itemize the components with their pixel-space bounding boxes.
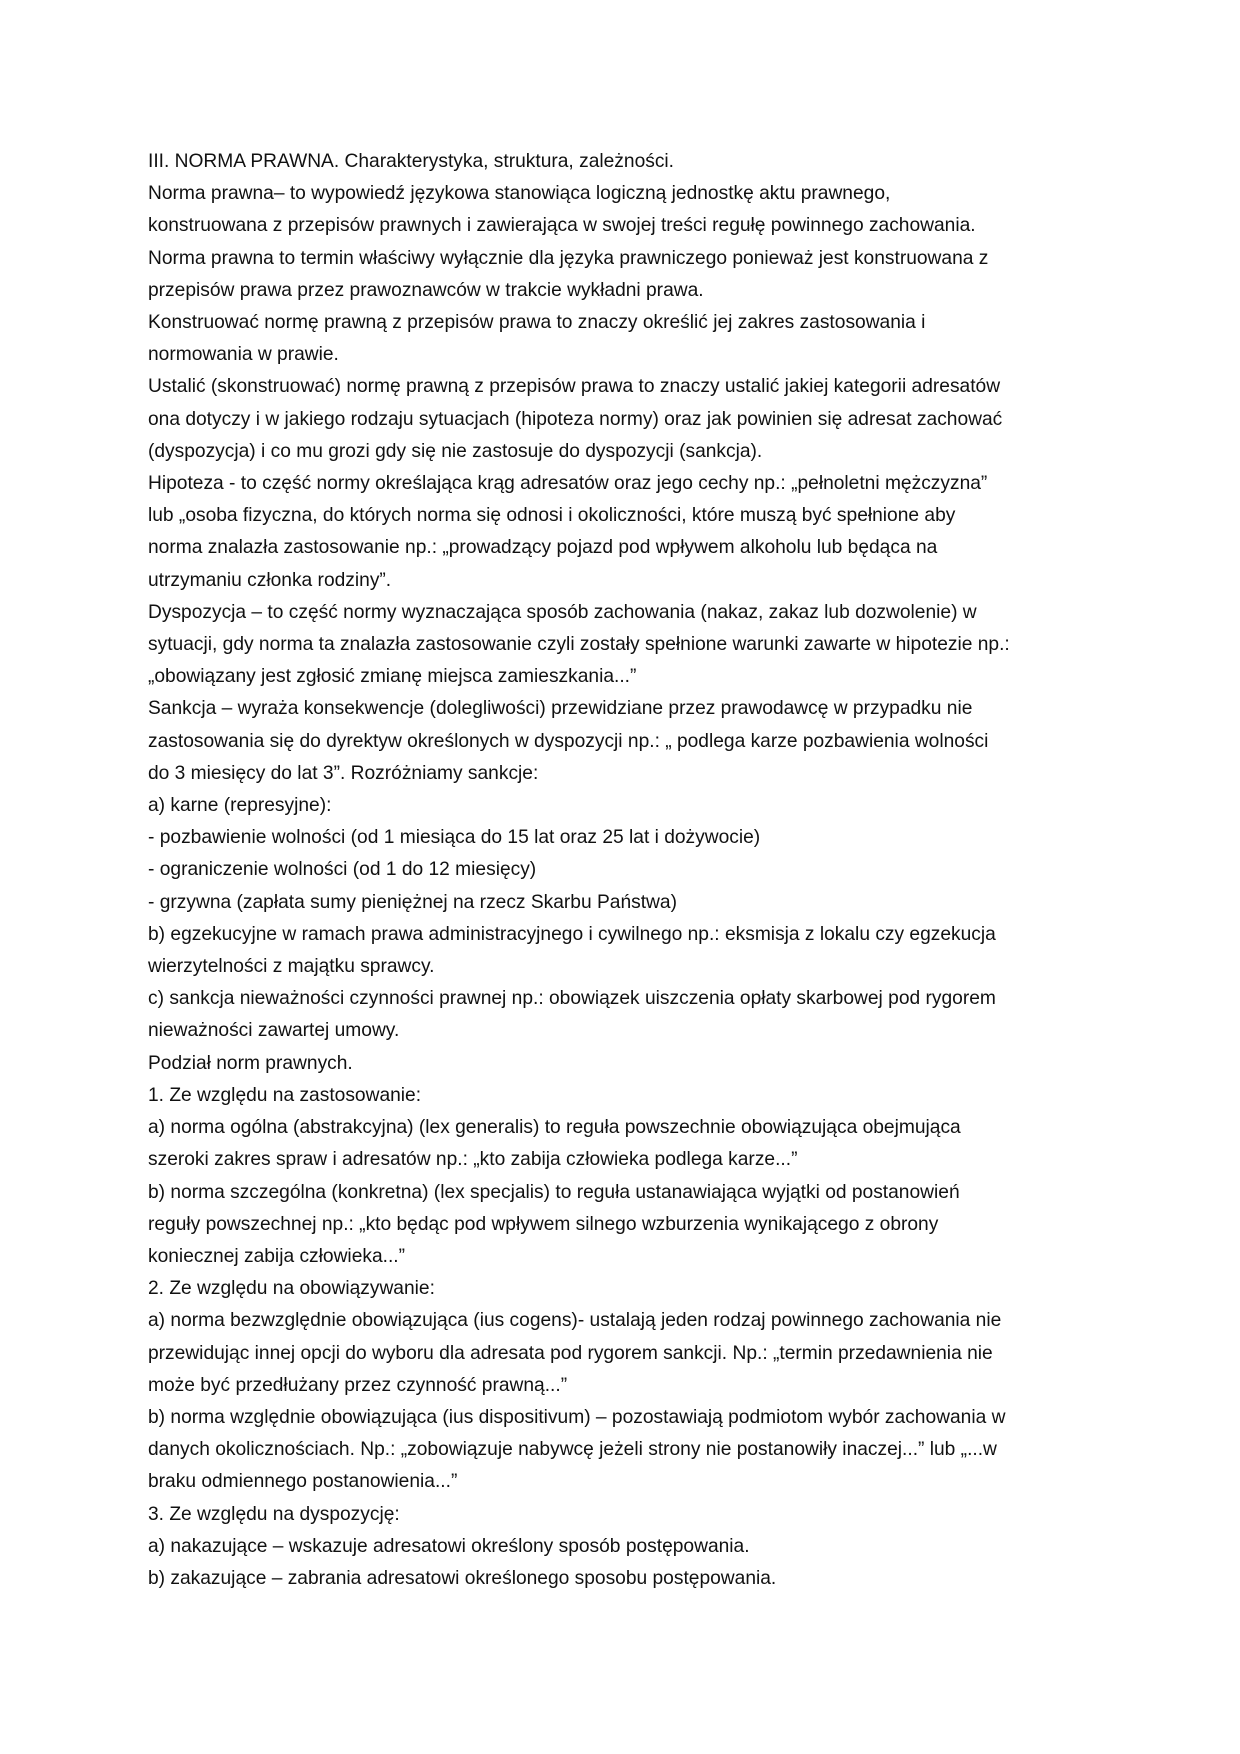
text-line: może być przedłużany przez czynność prawną...” — [148, 1374, 568, 1396]
text-line: b) egzekucyjne w ramach prawa administracyjnego i cywilnego np.: eksmisja z lokalu czy egzekucja — [148, 923, 996, 945]
section-heading: Podział norm prawnych. — [148, 1052, 353, 1074]
text-line: b) norma względnie obowiązująca (ius dispositivum) – pozostawiają podmiotom wybór zachowania w — [148, 1406, 1006, 1428]
text-line: a) norma bezwzględnie obowiązująca (ius cogens)- ustalają jeden rodzaj powinnego zachowania nie — [148, 1310, 1002, 1332]
text-line: utrzymaniu członka rodziny”. — [148, 569, 392, 591]
text-line: „obowiązany jest zgłosić zmianę miejsca zamieszkania...” — [148, 666, 637, 688]
text-line: Norma prawna– to wypowiedź językowa stanowiąca logiczną jednostkę aktu prawnego, — [148, 183, 891, 205]
text-line: normowania w prawie. — [148, 344, 339, 366]
document-page — [148, 146, 1108, 1595]
text-line: b) zakazujące – zabrania adresatowi określonego sposobu postępowania. — [148, 1567, 777, 1589]
text-line: (dyspozycja) i co mu grozi gdy się nie zastosuje do dyspozycji (sankcja). — [148, 440, 763, 462]
text-line: konstruowana z przepisów prawnych i zawierająca w swojej treści regułę powinnego zachowania. — [148, 215, 976, 237]
text-line: - grzywna (zapłata sumy pieniężnej na rzecz Skarbu Państwa) — [148, 891, 677, 913]
text-line: 3. Ze względu na dyspozycję: — [148, 1503, 400, 1525]
text-line: norma znalazła zastosowanie np.: „prowadzący pojazd pod wpływem alkoholu lub będąca na — [148, 537, 938, 559]
text-line: a) karne (represyjne): — [148, 795, 332, 817]
text-line: c) sankcja nieważności czynności prawnej np.: obowiązek uiszczenia opłaty skarbowej pod rygorem — [148, 988, 996, 1010]
text-line: nieważności zawartej umowy. — [148, 1020, 400, 1042]
text-line: Sankcja – wyraża konsekwencje (dolegliwości) przewidziane przez prawodawcę w przypadku nie — [148, 698, 973, 720]
text-line: Ustalić (skonstruować) normę prawną z przepisów prawa to znaczy ustalić jakiej kategorii adresatów — [148, 376, 1001, 398]
text-line: 2. Ze względu na obowiązywanie: — [148, 1278, 435, 1300]
text-line: - pozbawienie wolności (od 1 miesiąca do 15 lat oraz 25 lat i dożywocie) — [148, 827, 761, 849]
text-line: sytuacji, gdy norma ta znalazła zastosowanie czyli zostały spełnione warunki zawarte w hipotezie np.: — [148, 634, 1010, 656]
text-line: - ograniczenie wolności (od 1 do 12 miesięcy) — [148, 859, 537, 881]
text-line: szeroki zakres spraw i adresatów np.: „kto zabija człowieka podlega karze...” — [148, 1149, 798, 1171]
text-line: zastosowania się do dyrektyw określonych w dyspozycji np.: „ podlega karze pozbawienia wolności — [148, 730, 989, 752]
text-line: lub „osoba fizyczna, do których norma się odnosi i okoliczności, które muszą być spełnione aby — [148, 505, 956, 527]
text-line: a) nakazujące – wskazuje adresatowi określony sposób postępowania. — [148, 1535, 750, 1557]
text-line: danych okolicznościach. Np.: „zobowiązuje nabywcę jeżeli strony nie postanowiły inaczej...” lub „...w — [148, 1439, 997, 1461]
text-line: b) norma szczególna (konkretna) (lex specjalis) to reguła ustanawiająca wyjątki od postanowień — [148, 1181, 960, 1203]
text-line: koniecznej zabija człowieka...” — [148, 1245, 406, 1267]
text-line: Norma prawna to termin właściwy wyłącznie dla języka prawniczego ponieważ jest konstruowana z — [148, 247, 989, 269]
text-line: wierzytelności z majątku sprawcy. — [148, 956, 435, 978]
text-line: przepisów prawa przez prawoznawców w trakcie wykładni prawa. — [148, 279, 704, 301]
text-line: ona dotyczy i w jakiego rodzaju sytuacjach (hipoteza normy) oraz jak powinien się adresat zachować — [148, 408, 1003, 430]
text-line: reguły powszechnej np.: „kto będąc pod wpływem silnego wzburzenia wynikającego z obrony — [148, 1213, 939, 1235]
document-heading: III. NORMA PRAWNA. Charakterystyka, struktura, zależności. — [148, 151, 675, 172]
text-line: a) norma ogólna (abstrakcyjna) (lex generalis) to reguła powszechnie obowiązująca obejmująca — [148, 1117, 961, 1139]
text-line: 1. Ze względu na zastosowanie: — [148, 1084, 422, 1106]
text-line: do 3 miesięcy do lat 3”. Rozróżniamy sankcje: — [148, 762, 539, 784]
text-line: przewidując innej opcji do wyboru dla adresata pod rygorem sankcji. Np.: „termin przedawnienia nie — [148, 1342, 993, 1364]
text-line: Dyspozycja – to część normy wyznaczająca sposób zachowania (nakaz, zakaz lub dozwolenie) w — [148, 601, 977, 623]
text-line: braku odmiennego postanowienia...” — [148, 1471, 458, 1493]
text-line: Hipoteza - to część normy określająca krąg adresatów oraz jego cechy np.: „pełnoletni mężczyzna” — [148, 473, 988, 495]
text-line: Konstruować normę prawną z przepisów prawa to znaczy określić jej zakres zastosowania i — [148, 312, 926, 334]
